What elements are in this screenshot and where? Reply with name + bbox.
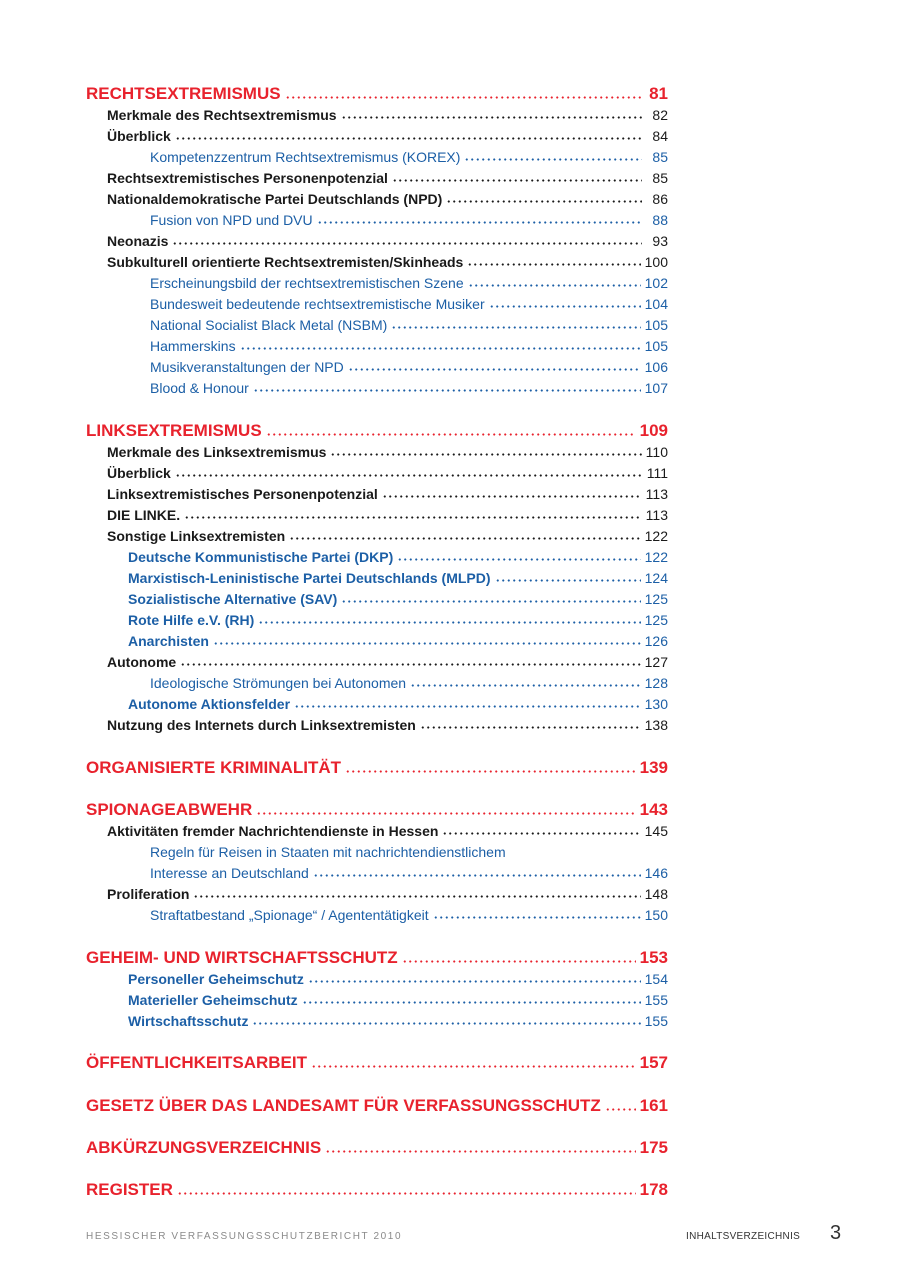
toc-entry [150, 311, 668, 332]
toc-entry-title: Überblick [107, 128, 171, 144]
toc-entry-title: Wirtschaftsschutz [128, 1013, 249, 1029]
toc-entry-page: 122 [644, 549, 668, 565]
dot-leader [175, 474, 642, 477]
toc-entry-title: Ideologische Strömungen bei Autonomen [150, 675, 407, 691]
toc-entry-page: 104 [644, 296, 668, 312]
toc-entry-title: ÖFFENTLICHKEITSARBEIT [86, 1053, 307, 1072]
toc-entry-page: 88 [652, 212, 668, 228]
toc-entry-page: 128 [644, 675, 668, 691]
dot-leader [392, 179, 642, 182]
toc-entry-title: RECHTSEXTREMISMUS [86, 84, 281, 103]
toc-entry [150, 859, 668, 880]
dot-leader [180, 663, 640, 666]
toc-entry-title: REGISTER [86, 1180, 173, 1199]
toc-entry-page: 109 [639, 421, 668, 440]
toc-entry-page: 105 [644, 317, 668, 333]
toc-entry [150, 838, 668, 859]
toc-entry [107, 501, 668, 522]
toc-entry-title: Fusion von NPD und DVU [150, 212, 313, 228]
dot-leader [294, 705, 641, 708]
toc-entry-page: 155 [644, 1013, 668, 1029]
toc-entry-title: Hammerskins [150, 338, 236, 354]
toc-entry-page: 139 [639, 758, 668, 777]
toc-entry-page: 143 [639, 800, 668, 819]
dot-leader [495, 579, 641, 582]
toc-entry-page: 122 [644, 528, 668, 544]
dot-leader [382, 495, 642, 498]
toc-entry-page: 125 [644, 612, 668, 628]
toc-entry-page: 111 [646, 465, 668, 481]
toc-entry [107, 185, 668, 206]
dot-leader [253, 389, 641, 392]
toc-entry-title: Anarchisten [128, 633, 209, 649]
toc-entry [150, 332, 668, 353]
toc-entry-page: 146 [644, 865, 668, 881]
dot-leader [489, 305, 641, 308]
toc-entry-title: GEHEIM- UND WIRTSCHAFTSSCHUTZ [86, 948, 398, 967]
toc-entry-title: Sonstige Linksextremisten [107, 528, 286, 544]
toc-entry-title: Materieller Geheimschutz [128, 992, 298, 1008]
toc-chapter [86, 1049, 668, 1071]
toc-entry-title: Musikveranstaltungen der NPD [150, 359, 344, 375]
dot-leader [172, 242, 642, 245]
toc-entry-title: Regeln für Reisen in Staaten mit nachrichtendienstlichem [150, 844, 506, 860]
toc-entry-title: Autonome Aktionsfelder [128, 696, 291, 712]
toc-entry-title: Blood & Honour [150, 380, 249, 396]
toc-entry [128, 606, 668, 627]
toc-entry-title: Deutsche Kommunistische Partei (DKP) [128, 549, 394, 565]
toc-entry-page: 155 [644, 992, 668, 1008]
toc-entry [150, 353, 668, 374]
dot-leader [420, 726, 641, 729]
toc-entry-page: 127 [644, 654, 668, 670]
toc-entry-page: 106 [644, 359, 668, 375]
toc-entry-title: SPIONAGEABWEHR [86, 800, 253, 819]
toc-entry [150, 669, 668, 690]
dot-leader [341, 116, 642, 119]
toc-entry-page: 102 [644, 275, 668, 291]
toc-entry-page: 110 [645, 444, 668, 460]
toc-entry [107, 459, 668, 480]
toc-entry [107, 122, 668, 143]
toc-entry [128, 585, 668, 606]
toc-entry-title: Nutzung des Internets durch Linksextremisten [107, 717, 416, 733]
dot-leader [313, 874, 641, 877]
dot-leader [468, 284, 641, 287]
toc-entry [150, 901, 668, 922]
dot-leader [193, 895, 640, 898]
toc-entry-title: Rechtsextremistisches Personenpotenzial [107, 170, 388, 186]
dot-leader [302, 1001, 641, 1004]
toc-entry-title: Rote Hilfe e.V. (RH) [128, 612, 255, 628]
toc-entry-page: 150 [644, 907, 668, 923]
toc-entry [107, 817, 668, 838]
toc-entry [107, 480, 668, 501]
toc-entry [128, 690, 668, 711]
dot-leader [289, 537, 640, 540]
toc-entry-title: ABKÜRZUNGSVERZEICHNIS [86, 1138, 322, 1157]
toc-chapter [86, 944, 668, 966]
toc-entry-page: 85 [652, 149, 668, 165]
toc-chapter [86, 796, 668, 818]
toc-entry [107, 101, 668, 122]
toc-entry [107, 438, 668, 459]
toc-entry-page: 148 [644, 886, 668, 902]
toc-entry-page: 93 [652, 233, 668, 249]
dot-leader [285, 96, 642, 99]
toc-entry-page: 154 [644, 971, 668, 987]
toc-chapter [86, 1092, 668, 1114]
dot-leader [240, 347, 641, 350]
toc-entry-title: DIE LINKE. [107, 507, 181, 523]
toc-entry-page: 125 [644, 591, 668, 607]
dot-leader [397, 558, 640, 561]
dot-leader [433, 916, 641, 919]
footer-report-title: HESSISCHER VERFASSUNGSSCHUTZBERICHT 2010 [86, 1231, 403, 1242]
toc-entry-title: Nationaldemokratische Partei Deutschlands (NPD) [107, 191, 443, 207]
dot-leader [266, 433, 636, 436]
toc-entry-title: Straftatbestand „Spionage“ / Agententätigkeit [150, 907, 429, 923]
toc-entry-page: 86 [652, 191, 668, 207]
dot-leader [175, 137, 642, 140]
toc-entry [128, 965, 668, 986]
toc-entry-title: Aktivitäten fremder Nachrichtendienste in Hessen [107, 823, 439, 839]
toc-entry-page: 178 [639, 1180, 668, 1199]
toc-entry [107, 164, 668, 185]
toc-entry-page: 105 [644, 338, 668, 354]
toc-entry-page: 161 [639, 1096, 668, 1115]
toc-entry-page: 124 [644, 570, 668, 586]
toc-entry-title: Erscheinungsbild der rechtsextremistischen Szene [150, 275, 464, 291]
toc-entry [107, 248, 668, 269]
toc-entry-title: Überblick [107, 465, 171, 481]
toc-entry-page: 113 [645, 486, 668, 502]
dot-leader [256, 812, 635, 815]
toc-entry [107, 227, 668, 248]
dot-leader [446, 200, 642, 203]
toc-entry-title: Linksextremistisches Personenpotenzial [107, 486, 378, 502]
toc-entry-title: Bundesweit bedeutende rechtsextremistische Musiker [150, 296, 485, 312]
dot-leader [308, 980, 641, 983]
toc-entry [128, 564, 668, 585]
toc-entry-page: 82 [652, 107, 668, 123]
toc-entry-title: Merkmale des Linksextremismus [107, 444, 327, 460]
toc-entry-title: Kompetenzzentrum Rechtsextremismus (KOREX) [150, 149, 461, 165]
toc-entry-page: 81 [649, 84, 668, 103]
dot-leader [345, 770, 636, 773]
toc-entry [150, 143, 668, 164]
dot-leader [252, 1022, 640, 1025]
toc-chapter [86, 417, 668, 439]
toc-entry [128, 627, 668, 648]
dot-leader [311, 1065, 636, 1068]
toc-entry-title: National Socialist Black Metal (NSBM) [150, 317, 388, 333]
dot-leader [258, 621, 640, 624]
toc-entry-title: Neonazis [107, 233, 169, 249]
toc-entry [128, 1007, 668, 1028]
toc-entry-title: Proliferation [107, 886, 190, 902]
dot-leader [391, 326, 640, 329]
toc-entry [128, 543, 668, 564]
toc-entry-page: 138 [644, 717, 668, 733]
toc-entry-page: 130 [644, 696, 668, 712]
toc-chapter [86, 754, 668, 776]
toc-entry [150, 269, 668, 290]
toc-entry [107, 522, 668, 543]
toc-entry-page: 85 [652, 170, 668, 186]
toc-entry [107, 880, 668, 901]
toc-entry [150, 206, 668, 227]
toc-chapter [86, 1134, 668, 1156]
toc-entry-page: 100 [644, 254, 668, 270]
dot-leader [467, 263, 640, 266]
dot-leader [317, 221, 642, 224]
footer-section-label: INHALTSVERZEICHNIS [686, 1231, 801, 1242]
toc-entry-page: 113 [645, 507, 668, 523]
toc-entry [150, 290, 668, 311]
dot-leader [325, 1150, 635, 1153]
toc-chapter [86, 80, 668, 102]
toc-entry [150, 374, 668, 395]
toc-entry-title: ORGANISIERTE KRIMINALITÄT [86, 758, 341, 777]
dot-leader [341, 600, 640, 603]
dot-leader [330, 453, 641, 456]
page-number: 3 [830, 1222, 842, 1244]
dot-leader [442, 832, 640, 835]
toc-entry [128, 986, 668, 1007]
toc-entry-title: Marxistisch-Leninistische Partei Deutschlands (MLPD) [128, 570, 491, 586]
dot-leader [184, 516, 642, 519]
toc-entry-title: LINKSEXTREMISMUS [86, 421, 262, 440]
toc-entry-title: Interesse an Deutschland [150, 865, 309, 881]
toc-entry-page: 175 [639, 1138, 668, 1157]
toc-entry [107, 648, 668, 669]
dot-leader [605, 1108, 636, 1111]
toc-entry-title: GESETZ ÜBER DAS LANDESAMT FÜR VERFASSUNGSSCHUTZ [86, 1096, 601, 1115]
dot-leader [177, 1192, 636, 1195]
toc-entry [107, 711, 668, 732]
toc-entry-page: 107 [644, 380, 668, 396]
dot-leader [213, 642, 641, 645]
toc-entry-page: 126 [644, 633, 668, 649]
dot-leader [402, 960, 636, 963]
toc-entry-title: Subkulturell orientierte Rechtsextremisten/Skinheads [107, 254, 464, 270]
toc-entry-page: 153 [639, 948, 668, 967]
toc-entry-title: Personeller Geheimschutz [128, 971, 304, 987]
toc-entry-page: 145 [644, 823, 668, 839]
toc-entry-page: 84 [652, 128, 668, 144]
toc-entry-title: Autonome [107, 654, 177, 670]
dot-leader [410, 684, 641, 687]
toc-entry-page: 157 [639, 1053, 668, 1072]
dot-leader [464, 158, 642, 161]
toc-chapter [86, 1176, 668, 1198]
toc-entry-title: Sozialistische Alternative (SAV) [128, 591, 338, 607]
dot-leader [348, 368, 641, 371]
toc-entry-title: Merkmale des Rechtsextremismus [107, 107, 337, 123]
